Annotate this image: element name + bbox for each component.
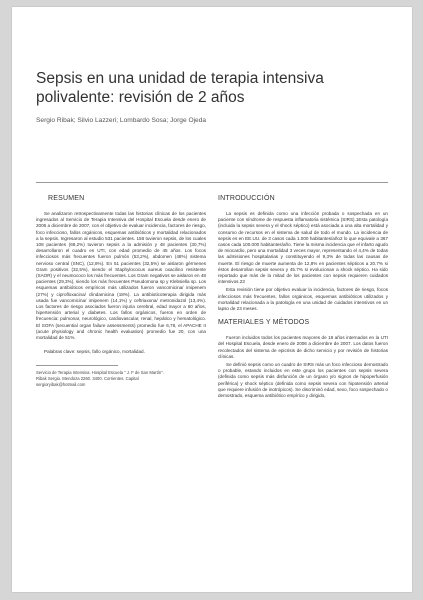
keywords: Palabras clave: sepsis, fallo orgánico, mortalidad. <box>44 349 145 355</box>
resumen-body: Se analizaron retrospectivamente todas las historias clínicas de los pacientes ingresados al Servicio de Terapia Intensiva del Hospital Escuela desde enero de 2006 a diciembre de 2007, con el objetivo de evaluar incidencia, factores de riesgo, foco infeccioso, fallos orgánicos, esquemas antibióticos y mortalidad relacionados a la sepsis. Ingresaron al estudio 531 pacientes. 156 tuvieron sepsis, de los cuales 108 pacientes (69,2%) tuvieron sepsis a la admisión y 48 pacientes (30,7%) desarrollaron el cuadro en UTI, con edad promedio de 45 años. Los focos infecciosos más frecuentes fueron pulmón (53,2%), abdomen (48%) sistema nervioso central (SNC), (12,8%). En 51 pacientes (32,5%) se aislaron gérmenes Gram positivos (32,5%), siendo el Staphylococus aureus oxacilino resistente (SAOR) y el neumococo los más frecuentes. Los Gram negativos se aislaron en 48 pacientes (29,3%), siendo los más frecuentes Pseudomona sp y Klebsiella sp. Los esquemas antibióticos empíricos más utilizados fueron vancomicina/ imipenem (27%) y ciprofloxacina/ clindamicina (18%). La antibioticoterapia dirigida más usada fue vancomicina/ imipenem (14,1%) y ceftriaxona/ metronidazol (13,4%). Los factores de riesgo asociados fueron injuria cerebral, edad mayor a 60 años, hipertensión arterial y diabetes. Los fallos orgánicos, fueron en orden de frecuencia: pulmonar, neurológico, cardiovascular, renal, hepático y hematológico. El SOFA (secuential organ failure assessments) promedio fue 6,78, el APACHE II (acute physiology and chronic health evaluation) promedio fue 20, con una mortalidad de 51%. <box>36 211 206 341</box>
methods-heading: MATERIALES Y MÉTODOS <box>218 319 310 327</box>
intro-paragraph-2: Esta revisión tiene por objetivo evaluar la incidencia, factores de riesgo, focos infecciosos más frecuentes, fallos orgánicos, esquemas antibióticos utilizados y mortalidad relacionada a la patología en una unidad de cuidados intensivos en un lapso de 23 meses. <box>218 287 388 312</box>
paper-title: Sepsis en una unidad de terapia intensiva polivalente: revisión de 2 años <box>36 70 324 106</box>
right-column <box>218 188 388 401</box>
intro-paragraph-1: La sepsis es definida como una infección probada o sospechada en un paciente con síndrome de respuesta inflamatoria sistémica (SIRS).1Esta patología (incluida la sepsis severa y el shock séptico) está asociada a una alta mortalidad y consumo de recursos en el sistema de salud de todo el mundo. La incidencia de sepsis es en EE.UU. de 3 casos cada 1.000 habitantes/año2 lo que equivale a 367 casos cada 100.000 habitantes/año. Tiene la misma incidencia que el infarto agudo de miocardio, pero una mortalidad 3 veces mayor, representando el 4,4% de todas las admisiones hospitalarias y constituyendo el 9,3% de todas las causas de muerte. El riesgo de muerte aumenta de 12,8% en pacientes sépticos a 20.7% si éstos desarrollan sepsis severa y 45.7% si evolucionan a shock séptico. Ha sido reportado que más de la mitad de los pacientes con sepsis requieren cuidados intensivos.23 <box>218 211 388 285</box>
header-divider <box>36 182 388 183</box>
footnote-divider <box>36 365 118 366</box>
left-column <box>36 188 206 388</box>
footnote-email: sergioryibak@hotmail.com <box>36 382 86 388</box>
methods-paragraph-2: Se definió sepsis como un cuadro de SIRS más un foco infeccioso demostrado o probable, estando incluidos en este grupo los pacientes con sepsis severa (definida como sepsis más disfunción de un órgano y/o signos de hipoperfusión periférica) y shock séptico (definida como sepsis severa con hipotensión arterial que requiere infusión de inotrópicos). Se discriminó edad, sexo, foco sospechado o demostrado, esquema antibiótico empírico y dirigido, <box>218 362 388 399</box>
footnote <box>36 365 206 387</box>
intro-heading: INTRODUCCIÓN <box>218 195 275 202</box>
paper-page <box>12 7 412 592</box>
resumen-heading: RESUMEN <box>48 195 85 202</box>
author-list: Sergio Ribak; Silvio Lazzeri; Lombardo Sosa; Jorge Ojeda <box>36 117 207 124</box>
footnote-address: Ribak Sergio. Mendoza 2260. 3400. Corrientes. Capital <box>36 376 139 382</box>
methods-paragraph-1: Fueron incluidos todos los pacientes mayores de 18 años internados en la UTI del Hospital Escuela, desde enero de 2006 a diciembre de 2007. Los datos fueron recolectados del sistema de epicrisis de dicho servicio y por revisión de historias clínicas. <box>218 335 388 359</box>
footnote-service: Servicio de Terapia Intensiva. Hospital Escuela " J. F de San Martín". <box>36 370 164 376</box>
